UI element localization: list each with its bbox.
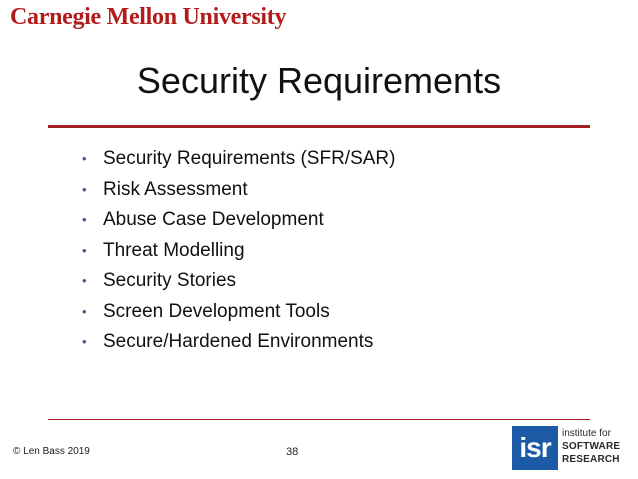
bullet-text: Security Requirements (SFR/SAR) <box>103 148 396 169</box>
list-item <box>80 266 395 297</box>
bullet-icon: • <box>82 181 87 197</box>
bullet-text: Threat Modelling <box>103 239 245 261</box>
list-item <box>80 297 395 328</box>
list-item <box>80 327 395 358</box>
list-item <box>80 144 395 175</box>
bullet-icon: • <box>82 151 87 166</box>
title-divider <box>48 125 590 128</box>
list-item <box>80 236 395 267</box>
bullet-icon: • <box>82 242 87 258</box>
isr-logo-line: SOFTWARE <box>562 441 621 452</box>
isr-logo-mark <box>512 426 558 470</box>
copyright-text: © Len Bass 2019 <box>13 446 90 457</box>
list-item <box>80 205 395 236</box>
isr-logo-line: RESEARCH <box>562 454 620 465</box>
bullet-icon: • <box>82 334 87 349</box>
page-number: 38 <box>286 446 299 458</box>
bullet-icon: • <box>82 212 87 227</box>
isr-logo <box>512 426 634 470</box>
isr-logo-letters: isr <box>519 432 551 463</box>
bullet-list <box>80 144 395 358</box>
bullet-text: Security Stories <box>103 270 237 291</box>
slide-title: Security Requirements <box>136 60 502 101</box>
bullet-text: Abuse Case Development <box>103 209 324 230</box>
isr-logo-wordmark <box>562 427 620 466</box>
carnegie-mellon-logo: Carnegie Mellon University <box>10 4 287 30</box>
bullet-icon: • <box>82 273 87 288</box>
list-item <box>80 175 395 206</box>
footer-divider <box>48 419 590 420</box>
bullet-text: Screen Development Tools <box>103 300 330 322</box>
bullet-text: Risk Assessment <box>103 178 248 200</box>
isr-logo-line: institute for <box>562 428 611 439</box>
bullet-icon: • <box>82 303 87 319</box>
bullet-text: Secure/Hardened Environments <box>103 331 374 352</box>
